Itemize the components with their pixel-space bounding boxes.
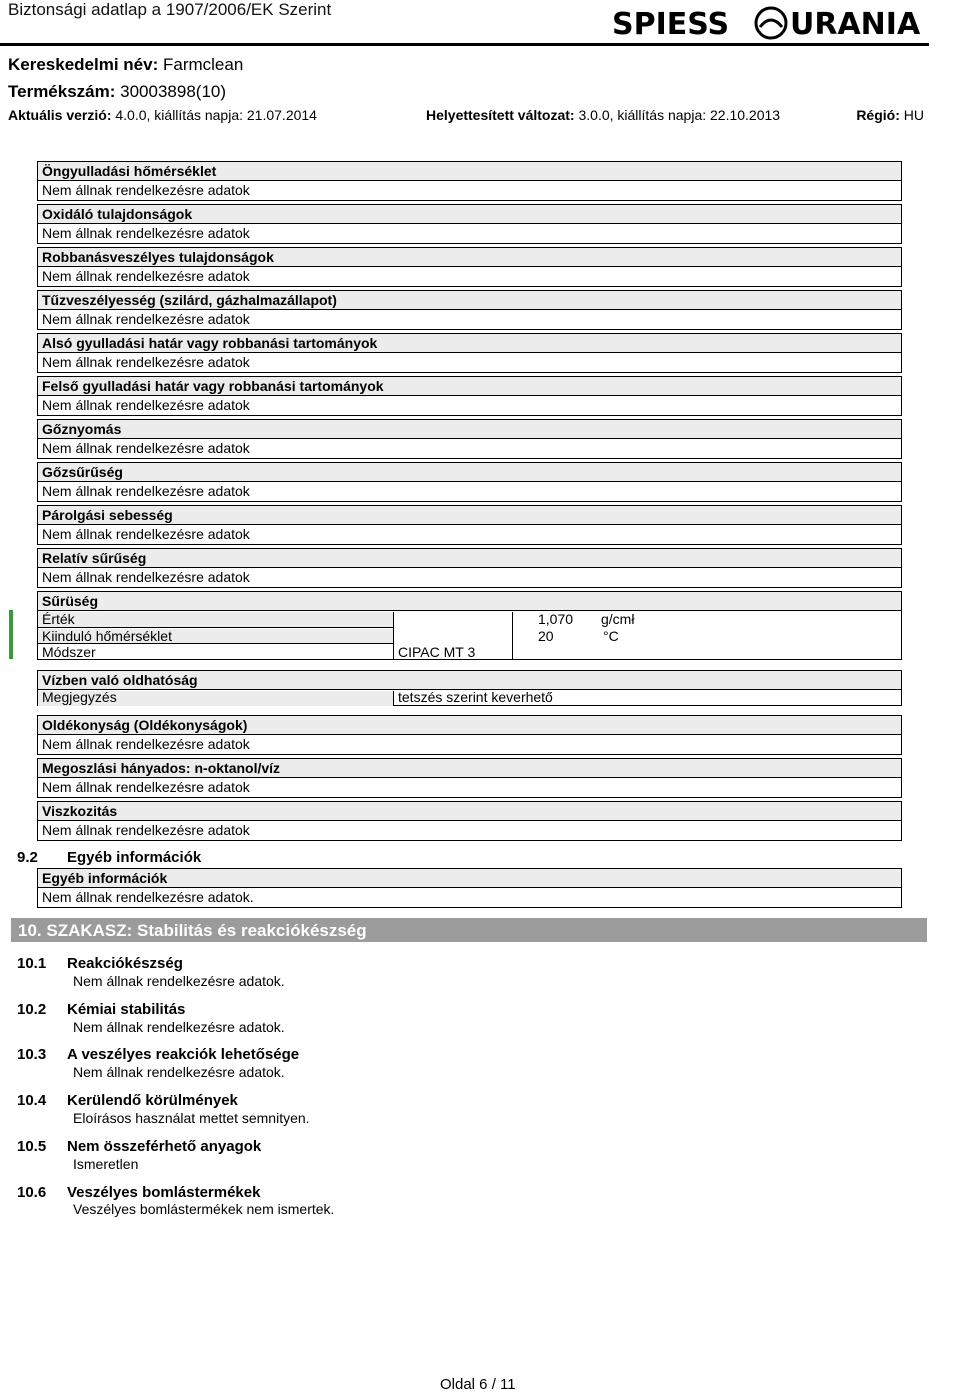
current-version: Aktuális verzió: 4.0.0, kiállítás napja: 21.07.2014 — [8, 107, 317, 123]
property-block-flammability — [37, 290, 902, 330]
property-title: Sűrüség — [38, 592, 901, 611]
property-block-autoignition — [37, 161, 902, 201]
property-title: Oxidáló tulajdonságok — [38, 205, 901, 224]
property-value: Nem állnak rendelkezésre adatok — [42, 268, 250, 284]
replaced-version: Helyettesített változat: 3.0.0, kiállítás napja: 22.10.2013 — [426, 107, 781, 123]
property-value: Nem állnak rendelkezésre adatok — [42, 397, 250, 413]
property-title: Tűzveszélyesség (szilárd, gázhalmazállapot) — [38, 291, 901, 310]
section-10-4-heading: 10.4 Kerülendő körülmények — [17, 1092, 238, 1109]
property-title: Gőznyomás — [38, 420, 901, 439]
trade-name: Kereskedelmi név: Farmclean — [8, 55, 244, 74]
property-block-relative-density — [37, 548, 902, 588]
density-temp-label: Kiinduló hőmérséklet — [42, 628, 172, 644]
version-line — [8, 107, 924, 125]
density-method-label: Módszer — [42, 644, 96, 660]
solubility-note-value: tetszés szerint keverhető — [398, 689, 553, 705]
property-title: Gőzsűrűség — [38, 463, 901, 482]
density-method-value: CIPAC MT 3 — [398, 644, 476, 660]
property-value: Nem állnak rendelkezésre adatok — [42, 182, 250, 198]
section-10-title-bar: 10. SZAKASZ: Stabilitás és reakciókészség — [11, 918, 927, 942]
section-10-6-text: Veszélyes bomlástermékek nem ismertek. — [73, 1201, 335, 1217]
property-block-oxidizing — [37, 204, 902, 244]
property-title: Oldékonyság (Oldékonyságok) — [38, 716, 901, 735]
property-block-explosive — [37, 247, 902, 287]
property-title: Megoszlási hányados: n-oktanol/víz — [38, 759, 901, 778]
change-marker — [9, 610, 13, 659]
property-title: Viszkozitás — [38, 802, 901, 821]
section-9-2-heading: 9.2 Egyéb információk — [17, 849, 202, 866]
section-10-4-text: Eloírásos használat mettet semnityen. — [73, 1110, 310, 1126]
property-block-density — [37, 591, 902, 660]
property-block-solubilities — [37, 715, 902, 755]
section-10-1-heading: 10.1 Reakciókészség — [17, 955, 183, 972]
density-value: 1,070 — [538, 611, 574, 627]
property-block-other-information — [37, 868, 902, 908]
density-temp-unit: °C — [603, 628, 619, 644]
density-value-label: Érték — [42, 611, 75, 627]
property-value: Nem állnak rendelkezésre adatok — [42, 483, 250, 499]
property-block-viscosity — [37, 801, 902, 841]
property-block-vapour-pressure — [37, 419, 902, 459]
property-block-evaporation-rate — [37, 505, 902, 545]
property-value: Nem állnak rendelkezésre adatok — [42, 569, 250, 585]
page-number: Oldal 6 / 11 — [440, 1376, 516, 1393]
property-value: Nem állnak rendelkezésre adatok — [42, 440, 250, 456]
property-block-upper-limit — [37, 376, 902, 416]
section-10-3-text: Nem állnak rendelkezésre adatok. — [73, 1064, 285, 1080]
property-value: Nem állnak rendelkezésre adatok — [42, 311, 250, 327]
property-title: Felső gyulladási határ vagy robbanási tartományok — [38, 377, 901, 396]
header-rule — [0, 43, 929, 46]
property-value: Nem állnak rendelkezésre adatok — [42, 779, 250, 795]
section-10-5-text: Ismeretlen — [73, 1156, 139, 1172]
property-value: Nem állnak rendelkezésre adatok — [42, 736, 250, 752]
property-block-lower-limit — [37, 333, 902, 373]
product-number: Termékszám: 30003898(10) — [8, 82, 227, 101]
document-title: Biztonsági adatlap a 1907/2006/EK Szerint — [8, 0, 332, 19]
section-10-2-text: Nem állnak rendelkezésre adatok. — [73, 1019, 285, 1035]
property-title: Vízben való oldhatóság — [38, 671, 901, 690]
property-block-water-solubility — [37, 670, 902, 706]
property-value: Nem állnak rendelkezésre adatok — [42, 822, 250, 838]
density-unit: g/cmł — [601, 611, 635, 627]
svg-text:SPIESS: SPIESS — [612, 7, 730, 41]
property-title: Relatív sűrűség — [38, 549, 901, 568]
property-block-vapour-density — [37, 462, 902, 502]
property-title: Robbanásveszélyes tulajdonságok — [38, 248, 901, 267]
property-value: Nem állnak rendelkezésre adatok. — [42, 889, 254, 905]
region: Régió: HU — [856, 107, 924, 123]
svg-text:URANIA: URANIA — [790, 7, 921, 41]
property-block-partition-coefficient — [37, 758, 902, 798]
section-10-5-heading: 10.5 Nem összeférhető anyagok — [17, 1138, 262, 1155]
spiess-urania-logo — [612, 5, 924, 41]
section-10-1-text: Nem állnak rendelkezésre adatok. — [73, 973, 285, 989]
property-title: Alsó gyulladási határ vagy robbanási tartományok — [38, 334, 901, 353]
density-temp-value: 20 — [538, 628, 554, 644]
property-title: Öngyulladási hőmérséklet — [38, 162, 901, 181]
section-10-3-heading: 10.3 A veszélyes reakciók lehetősége — [17, 1046, 300, 1063]
property-title: Párolgási sebesség — [38, 506, 901, 525]
property-value: Nem állnak rendelkezésre adatok — [42, 526, 250, 542]
section-10-2-heading: 10.2 Kémiai stabilitás — [17, 1001, 186, 1018]
property-value: Nem állnak rendelkezésre adatok — [42, 225, 250, 241]
property-title: Egyéb információk — [38, 869, 901, 888]
solubility-note-label: Megjegyzés — [42, 689, 117, 705]
property-value: Nem állnak rendelkezésre adatok — [42, 354, 250, 370]
section-10-6-heading: 10.6 Veszélyes bomlástermékek — [17, 1184, 261, 1201]
